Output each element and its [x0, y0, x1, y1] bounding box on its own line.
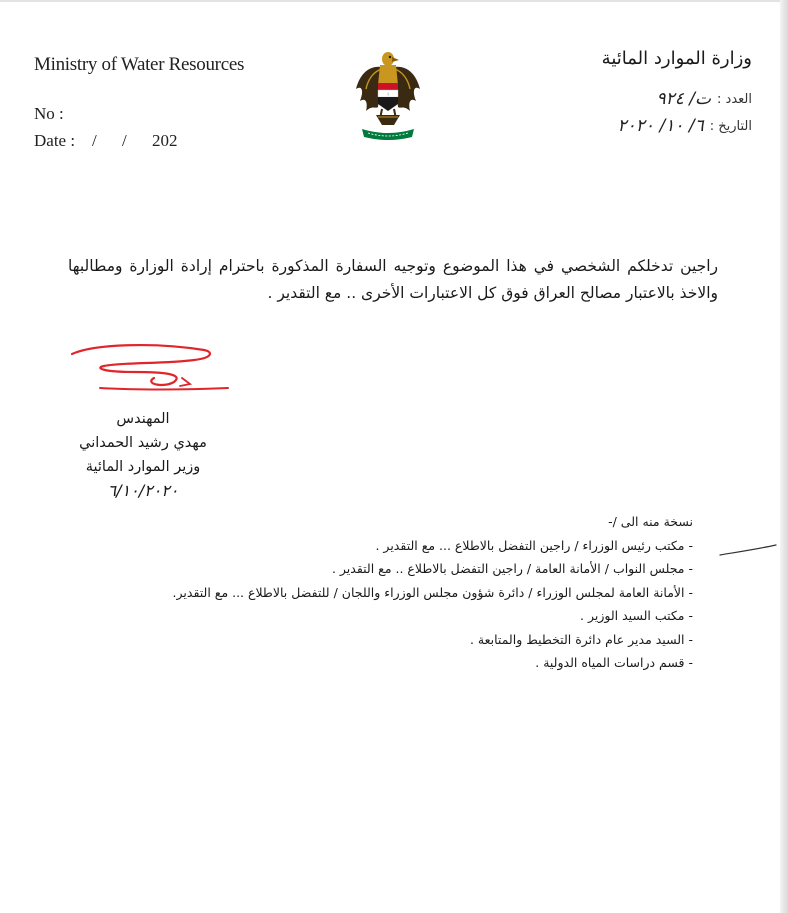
signatory-name: مهدي رشيد الحمداني	[79, 435, 207, 451]
reference-number-label: العدد :	[717, 91, 752, 107]
ministry-name-arabic: وزارة الموارد المائية	[601, 48, 752, 69]
arabic-date-row	[618, 116, 752, 136]
list-item: - مكتب السيد الوزير .	[580, 608, 693, 623]
copies-list	[73, 534, 693, 675]
reference-number-value: ت/ ٩٢٤	[656, 89, 712, 109]
date-separator-2: /	[122, 131, 127, 150]
signature-icon	[64, 340, 234, 400]
pen-tick-mark-icon	[718, 543, 778, 559]
copies-heading: نسخة منه الى /-	[608, 514, 693, 529]
number-label-english: No :	[34, 104, 64, 123]
arabic-date-label: التاريخ :	[709, 118, 752, 134]
list-item: - مجلس النواب / الأمانة العامة / راجين التفضل بالاطلاع .. مع التقدير .	[331, 561, 693, 576]
copies-to-section	[73, 510, 693, 675]
list-item: - مكتب رئيس الوزراء / راجين التفضل بالاطلاع ... مع التقدير .	[375, 537, 693, 553]
page-right-edge	[780, 0, 788, 913]
signatory-position: وزير الموارد المائية	[85, 459, 201, 475]
arabic-date-value: ٦/ ١٠/ ٢٠٢٠	[617, 116, 704, 136]
page-top-edge	[0, 0, 788, 2]
signatory-handwritten-date: ٦/١٠/٢٠٢٠	[107, 481, 179, 500]
signatory-title: المهندس	[116, 411, 170, 427]
date-label-english: Date :	[34, 131, 76, 150]
list-item: - السيد مدير عام دائرة التخطيط والمتابعة .	[469, 631, 693, 647]
date-separator-1: /	[92, 131, 97, 150]
date-year-english: 202	[152, 131, 178, 150]
iraq-eagle-emblem-icon	[352, 45, 424, 145]
svg-text:ا: ا	[387, 91, 389, 97]
date-line-english	[34, 131, 178, 151]
reference-number-row	[656, 89, 752, 109]
signatory-block	[58, 407, 228, 503]
letter-body-paragraph: راجين تدخلكم الشخصي في هذا الموضوع وتوجيه السفارة المذكورة باحترام إرادة الوزارة ومطالبها والاخذ بالاعتبار مصالح العراق فوق كل الاعتبارات الأخرى .. مع التقدير .	[68, 257, 718, 302]
list-item: - قسم دراسات المياه الدولية .	[535, 655, 693, 670]
list-item: - الأمانة العامة لمجلس الوزراء / دائرة شؤون مجلس الوزراء واللجان / للتفضل بالاطلاع ... مع التقدير.	[172, 584, 693, 600]
ministry-name-english: Ministry of Water Resources	[34, 54, 245, 75]
